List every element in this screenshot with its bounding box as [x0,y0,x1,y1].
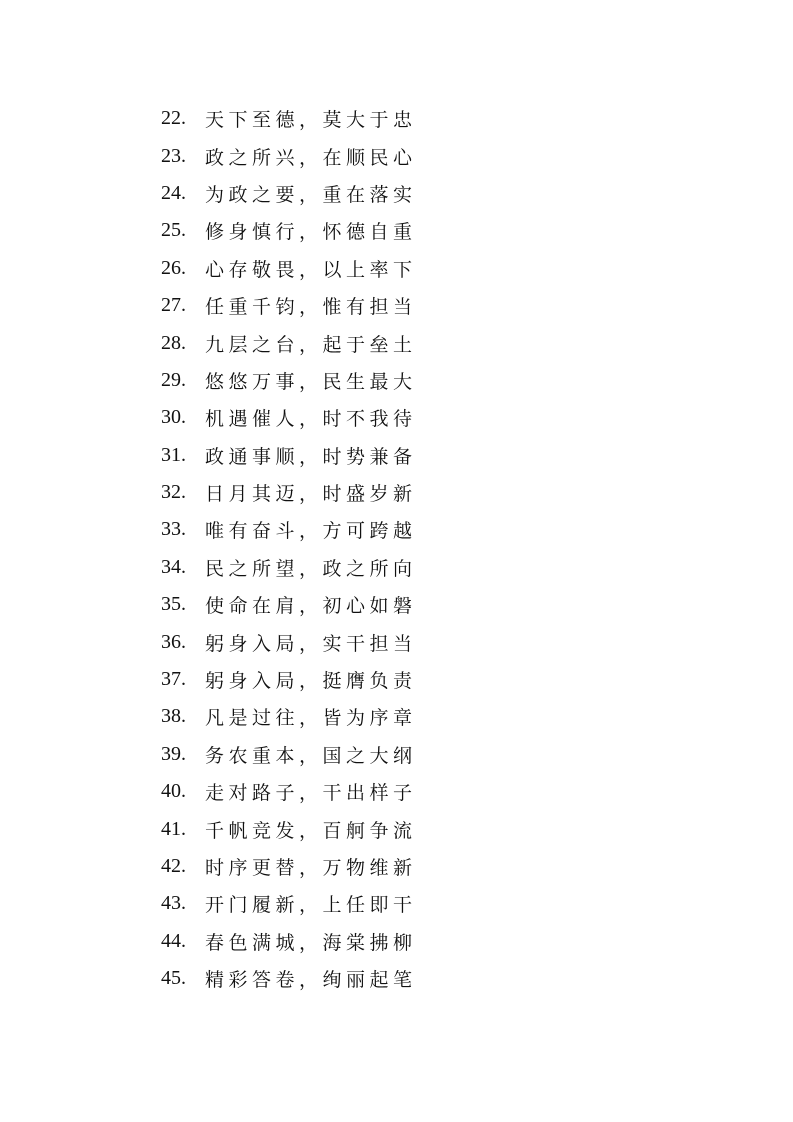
item-text: 凡是过往，皆为序章 [205,707,417,730]
list-item [161,923,417,960]
item-text: 使命在肩，初心如磐 [205,595,417,618]
item-number: 35. [161,593,186,616]
item-number: 27. [161,294,186,317]
list-item [161,100,417,137]
item-number: 24. [161,181,186,204]
list-item [161,137,417,174]
item-number: 32. [161,481,186,504]
list-item [161,399,417,436]
item-number: 39. [161,742,186,765]
item-text: 春色满城，海棠拂柳 [205,931,417,954]
item-number: 25. [161,219,186,242]
list-item [161,250,417,287]
numbered-phrase-list [161,100,417,997]
list-item [161,586,417,623]
item-text: 躬身入局，挺膺负责 [205,670,417,693]
list-item [161,698,417,735]
item-text: 精彩答卷，绚丽起笔 [205,969,417,992]
item-text: 千帆竞发，百舸争流 [205,819,417,842]
item-text: 九层之台，起于垒土 [205,333,417,356]
item-number: 43. [161,892,186,915]
item-number: 22. [161,107,186,130]
item-number: 30. [161,406,186,429]
list-item [161,511,417,548]
item-text: 机遇催人，时不我待 [205,408,417,431]
list-item [161,437,417,474]
item-number: 26. [161,256,186,279]
item-text: 时序更替，万物维新 [205,857,417,879]
list-item [161,287,417,324]
list-item [161,175,417,212]
item-text: 悠悠万事，民生最大 [205,370,417,393]
item-number: 42. [161,855,186,877]
item-number: 28. [161,331,186,354]
item-text: 任重千钧，惟有担当 [205,296,417,319]
list-item [161,960,417,997]
item-number: 31. [161,443,186,466]
list-item [161,848,417,885]
item-text: 走对路子，干出样子 [205,782,417,805]
list-item [161,549,417,586]
item-text: 为政之要，重在落实 [205,183,417,206]
list-item [161,474,417,511]
item-number: 37. [161,668,186,691]
item-text: 心存敬畏，以上率下 [205,258,417,281]
item-text: 修身慎行，怀德自重 [205,221,417,244]
item-text: 民之所望，政之所向 [205,557,417,580]
list-item [161,773,417,810]
item-text: 日月其迈，时盛岁新 [205,483,417,506]
list-item [161,810,417,847]
item-number: 29. [161,368,186,391]
item-text: 开门履新，上任即干 [205,894,417,917]
item-number: 41. [161,817,186,840]
item-text: 躬身入局，实干担当 [205,632,417,655]
item-number: 33. [161,518,186,541]
list-item [161,885,417,922]
item-number: 36. [161,630,186,653]
item-number: 45. [161,967,186,990]
list-item [161,362,417,399]
item-text: 政之所兴，在顺民心 [205,146,417,169]
list-item [161,661,417,698]
list-item [161,623,417,660]
item-number: 44. [161,929,186,952]
list-item [161,212,417,249]
item-number: 40. [161,780,186,803]
item-number: 38. [161,705,186,728]
item-text: 政通事顺，时势兼备 [205,445,417,468]
list-item [161,736,417,773]
item-number: 34. [161,555,186,578]
item-number: 23. [161,144,186,167]
list-item [161,324,417,361]
item-text: 唯有奋斗，方可跨越 [205,520,417,543]
item-text: 务农重本，国之大纲 [205,744,417,767]
item-text: 天下至德，莫大于忠 [205,109,417,132]
